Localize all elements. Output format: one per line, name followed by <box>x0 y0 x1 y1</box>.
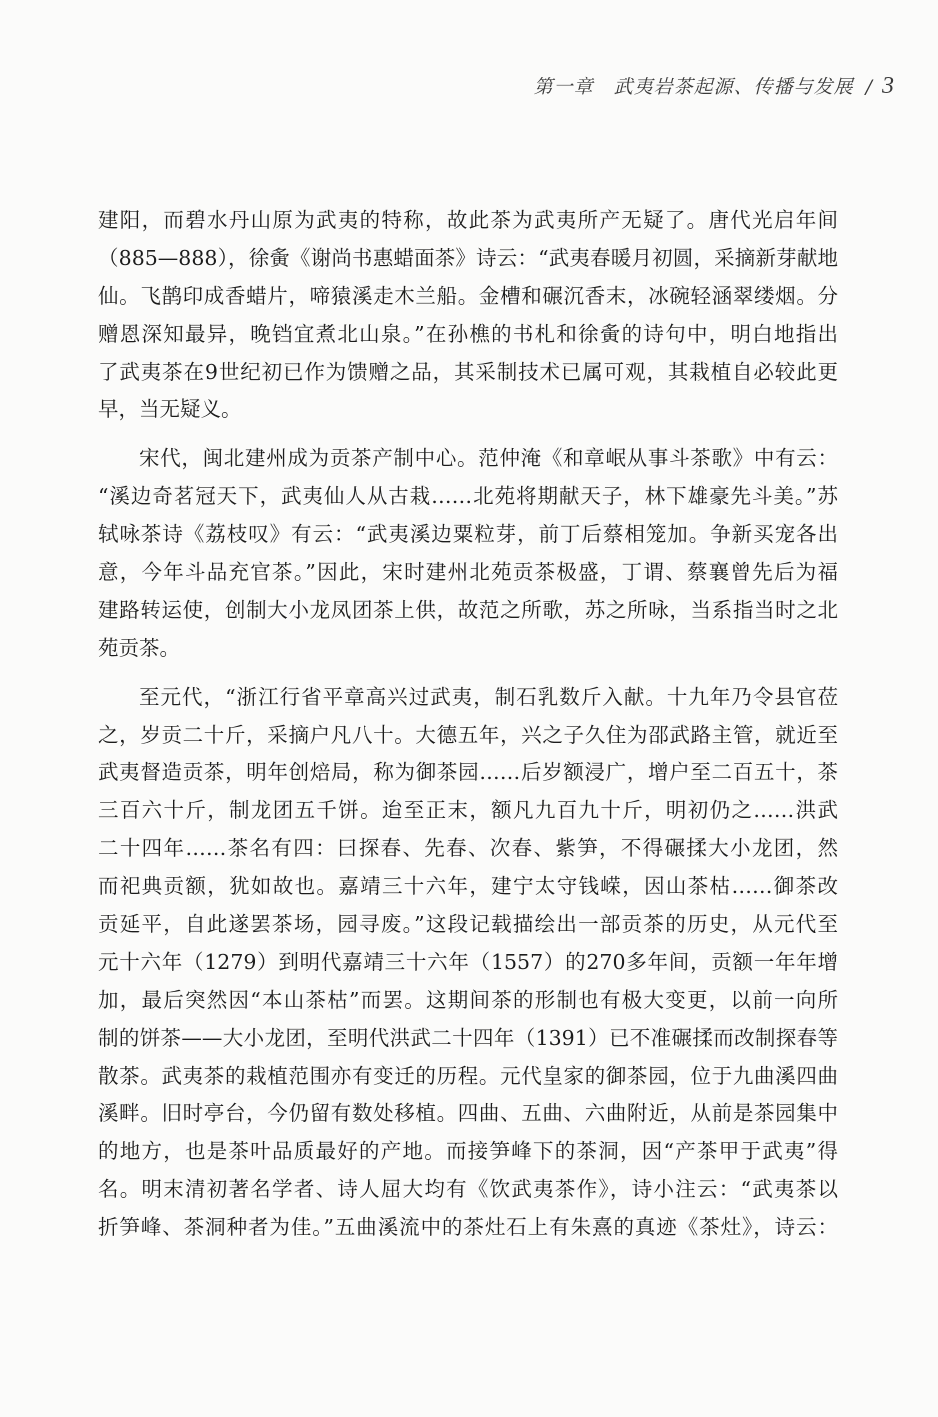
text-line: 建路转运使，创制大小龙凤团茶上供，故范之所歌，苏之所咏，当系指当时之北 <box>98 597 838 622</box>
text-line: （885—888），徐夤《谢尚书惠蜡面茶》诗云：“武夷春暖月初圆，采摘新芽献地 <box>98 245 838 270</box>
text-line: 贡延平，自此遂罢茶场，园寻废。”这段记载描绘出一部贡茶的历史，从元代至 <box>98 912 838 937</box>
text-line: 制的饼茶——大小龙团，至明代洪武二十四年（1391）已不准碾揉而改制探春等 <box>98 1025 838 1050</box>
page-number: 3 <box>882 73 894 99</box>
text-line: 苑贡茶。 <box>98 635 180 660</box>
text-line: 散茶。武夷茶的栽植范围亦有变迁的历程。元代皇家的御茶园，位于九曲溪四曲 <box>98 1063 838 1088</box>
paragraph-1 <box>98 202 838 429</box>
text-line: 了武夷茶在9世纪初已作为馈赠之品，其采制技术已属可观，其栽植自必较此更 <box>98 359 838 384</box>
paragraph-3 <box>98 679 838 1247</box>
text-line: 溪畔。旧时亭台，今仍留有数处移植。四曲、五曲、六曲附近，从前是茶园集中 <box>98 1101 838 1126</box>
text-line: 武夷督造贡茶，明年创焙局，称为御茶园……后岁额浸广，增户至二百五十，茶 <box>98 760 838 785</box>
text-line: 加，最后突然因“本山茶枯”而罢。这期间茶的形制也有极大变更，以前一向所 <box>98 987 838 1012</box>
text-line: “溪边奇茗冠天下，武夷仙人从古栽……北苑将期献天子，林下雄豪先斗美。”苏 <box>98 484 838 509</box>
text-line: 二十四年……茶名有四：曰探春、先春、次春、紫笋，不得碾揉大小龙团，然 <box>98 836 838 861</box>
text-line: 早，当无疑义。 <box>98 397 242 422</box>
text-line: 折笋峰、茶洞种者为佳。”五曲溪流中的茶灶石上有朱熹的真迹《茶灶》，诗云： <box>98 1215 838 1240</box>
text-line: 而祀典贡额，犹如故也。嘉靖三十六年，建宁太守钱嵘，因山茶枯……御茶改 <box>98 874 838 899</box>
text-line: 三百六十斤，制龙团五千饼。迨至正末，额凡九百九十斤，明初仍之……洪武 <box>98 798 838 823</box>
body-text <box>98 202 838 1258</box>
text-line: 建阳，而碧水丹山原为武夷的特称，故此茶为武夷所产无疑了。唐代光启年间 <box>98 208 838 232</box>
text-line: 轼咏茶诗《荔枝叹》有云：“武夷溪边粟粒芽，前丁后蔡相笼加。争新买宠各出 <box>98 522 838 547</box>
text-line: 至元代，“浙江行省平章高兴过武夷，制石乳数斤入献。十九年乃令县官莅 <box>139 684 838 709</box>
header-separator: / <box>865 76 872 98</box>
chapter-title: 第一章 武夷岩茶起源、传播与发展 <box>533 76 854 98</box>
running-header <box>534 72 894 100</box>
text-line: 之，岁贡二十斤，采摘户凡八十。大德五年，兴之子久住为邵武路主管，就近至 <box>98 722 838 747</box>
text-line: 仙。飞鹊印成香蜡片，啼猿溪走木兰船。金槽和碾沉香末，冰碗轻涵翠缕烟。分 <box>98 283 838 308</box>
text-line: 名。明末清初著名学者、诗人屈大均有《饮武夷茶作》，诗小注云：“武夷茶以 <box>98 1177 838 1202</box>
paragraph-2 <box>98 440 838 667</box>
text-line: 意，今年斗品充官茶。”因此，宋时建州北苑贡茶极盛，丁谓、蔡襄曾先后为福 <box>98 560 838 585</box>
text-line: 的地方，也是茶叶品质最好的产地。而接笋峰下的茶洞，因“产茶甲于武夷”得 <box>98 1139 838 1164</box>
text-line: 赠恩深知最异，晚铛宜煮北山泉。”在孙樵的书札和徐夤的诗句中，明白地指出 <box>98 321 838 346</box>
text-line: 元十六年（1279）到明代嘉靖三十六年（1557）的270多年间，贡额一年年增 <box>98 949 838 974</box>
text-line: 宋代，闽北建州成为贡茶产制中心。范仲淹《和章岷从事斗茶歌》中有云： <box>139 446 838 471</box>
